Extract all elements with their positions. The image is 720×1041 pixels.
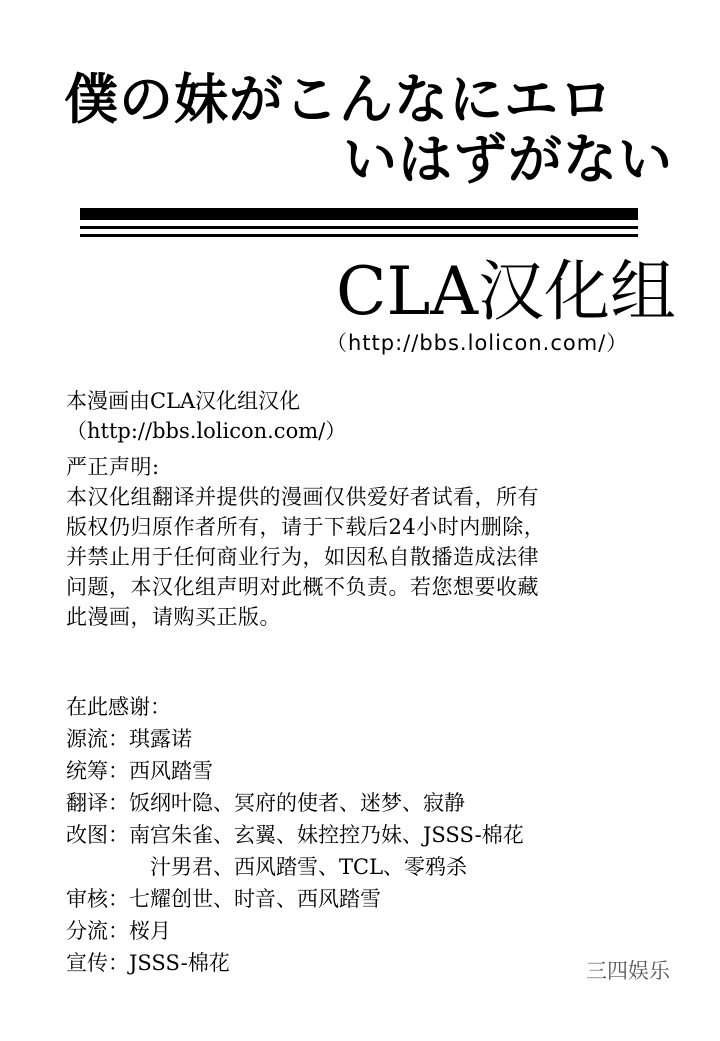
- title-line-2: いはずがない: [343, 128, 673, 191]
- credit-role: 宣传：: [66, 951, 129, 975]
- intro-line-2: （http://bbs.lolicon.com/）: [66, 419, 347, 443]
- intro-block: [66, 386, 346, 446]
- thanks-heading: 在此感谢：: [66, 695, 171, 719]
- intro-line-1: 本漫画由CLA汉化组汉化: [66, 389, 301, 413]
- credit-names: 桜月: [129, 919, 171, 943]
- credit-role: 源流：: [66, 727, 129, 751]
- credit-row: [66, 916, 524, 948]
- divider-thin-1: [80, 226, 638, 229]
- credit-row: [66, 788, 524, 820]
- credit-role: 审核：: [66, 887, 129, 911]
- notice-line: 问题，本汉化组声明对此概不负责。若您想要收藏: [66, 575, 539, 599]
- credit-role: 统筹：: [66, 759, 129, 783]
- thanks-block: [66, 692, 524, 980]
- credit-row: [66, 884, 524, 916]
- divider-thin-2: [80, 234, 638, 237]
- credit-row-continued: [66, 852, 524, 884]
- notice-line: 并禁止用于任何商业行为，如因私自散播造成法律: [66, 545, 539, 569]
- credit-role: 翻译：: [66, 791, 129, 815]
- notice-block: [66, 452, 545, 632]
- group-url: （http://bbs.lolicon.com/）: [326, 331, 629, 355]
- credit-row: [66, 756, 524, 788]
- credit-names: 七耀创世、时音、西风踏雪: [129, 887, 381, 911]
- credit-row: [66, 724, 524, 756]
- credit-role: 分流：: [66, 919, 129, 943]
- credit-names: JSSS-棉花: [129, 951, 230, 975]
- group-name: CLA汉化组: [336, 253, 676, 330]
- credit-role: 改图：: [66, 823, 129, 847]
- credit-names: 南宫朱雀、玄翼、妹控控乃妹、JSSS-棉花: [129, 823, 524, 847]
- notice-heading: 严正声明:: [66, 455, 160, 479]
- notice-line: 此漫画，请购买正版。: [66, 605, 281, 629]
- notice-line: 本汉化组翻译并提供的漫画仅供爱好者试看，所有: [66, 485, 539, 509]
- divider-thick: [80, 208, 638, 220]
- credit-row: [66, 948, 524, 980]
- credit-names: 汁男君、西风踏雪、TCL、零鸦杀: [150, 855, 468, 879]
- watermark: 三四娱乐: [586, 959, 670, 983]
- credit-names: 西风踏雪: [129, 759, 213, 783]
- notice-line: 版权仍归原作者所有，请于下载后24小时内删除，: [66, 515, 546, 539]
- title-line-1: 僕の妹がこんなにエロ: [64, 68, 614, 131]
- credit-row: [66, 820, 524, 852]
- credit-names: 饭纲叶隐、冥府的使者、迷梦、寂静: [129, 791, 465, 815]
- credit-names: 琪露诺: [129, 727, 192, 751]
